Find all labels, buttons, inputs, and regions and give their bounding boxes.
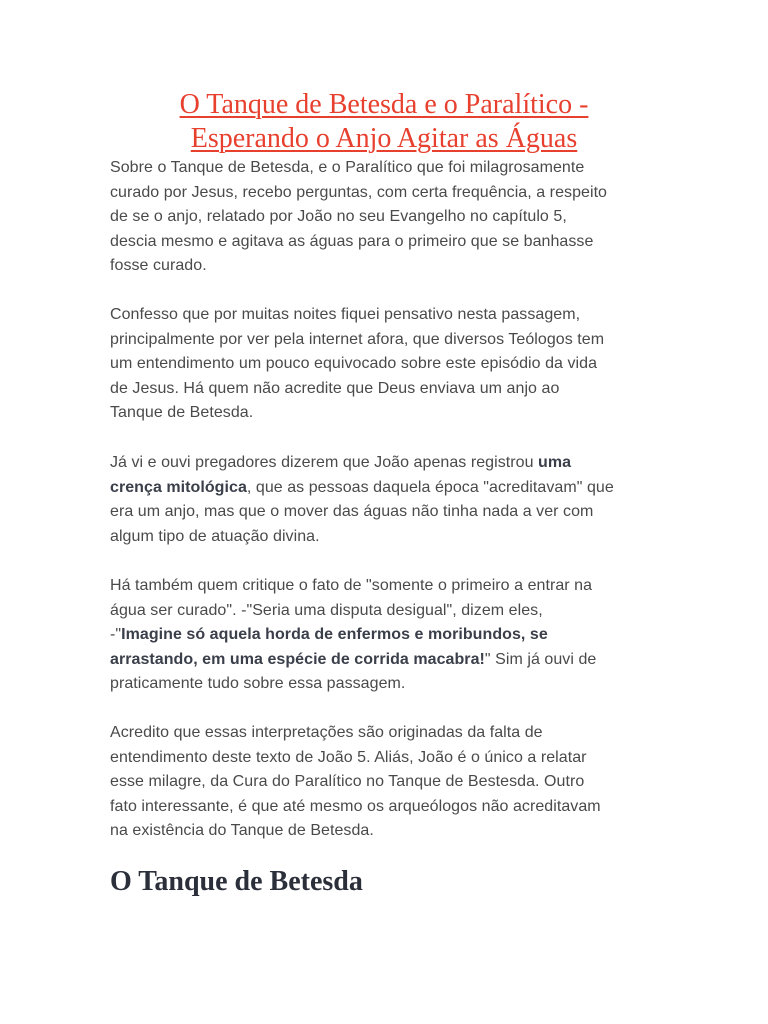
paragraph-line: Tanque de Betesda. xyxy=(110,404,254,422)
paragraph-line: Sobre o Tanque de Betesda, e o Paralítico que foi milagrosamente xyxy=(110,159,585,176)
paragraph-critics xyxy=(110,574,670,697)
bold-quote: arrastando, em uma espécie de corrida macabra! xyxy=(110,650,485,668)
paragraph-line: de se o anjo, relatado por João no seu Evangelho no capítulo 5, xyxy=(110,208,567,226)
paragraph-text: " Sim já ouvi de xyxy=(484,650,597,668)
paragraph-text: -" xyxy=(110,626,122,644)
bold-phrase: uma xyxy=(538,454,572,471)
paragraph-line: fosse curado. xyxy=(110,257,207,275)
paragraph-line: era um anjo, mas que o mover das águas não tinha nada a ver com xyxy=(110,503,594,521)
paragraph-line xyxy=(110,623,670,648)
paragraph-line: Acredito que essas interpretações são originadas da falta de xyxy=(110,724,543,741)
bold-phrase: crença mitológica xyxy=(110,478,247,496)
paragraph-line: de Jesus. Há quem não acredite que Deus enviava um anjo ao xyxy=(110,379,560,397)
paragraph-line: Confesso que por muitas noites fiquei pensativo nesta passagem, xyxy=(110,306,581,323)
paragraph-intro xyxy=(110,156,670,279)
paragraph-confession xyxy=(110,303,670,426)
paragraph-line: descia mesmo e agitava as águas para o primeiro que se banhasse xyxy=(110,232,594,250)
paragraph-line xyxy=(110,451,670,476)
article-title-line: Esperando o Anjo Agitar as Águas xyxy=(190,123,578,154)
article-title-line: O Tanque de Betesda e o Paralítico - xyxy=(179,89,589,120)
paragraph-interpretations xyxy=(110,721,670,844)
paragraph-line: entendimento deste texto de João 5. Aliás, João é o único a relatar xyxy=(110,748,587,766)
paragraph-preachers xyxy=(110,451,670,549)
paragraph-line: água ser curado". -"Seria uma disputa desigual", dizem eles, xyxy=(110,601,543,619)
paragraph-text: , que as pessoas daquela época "acreditavam" que xyxy=(246,478,614,496)
paragraph-line: curado por Jesus, recebo perguntas, com certa frequência, a respeito xyxy=(110,183,608,201)
paragraph-line: Há também quem critique o fato de "somente o primeiro a entrar na xyxy=(110,577,593,594)
paragraph-line: esse milagre, da Cura do Paralítico no Tanque de Bestesda. Outro xyxy=(110,773,585,791)
paragraph-line: fato interessante, é que até mesmo os arqueólogos não acreditavam xyxy=(110,797,601,815)
paragraph-text: Já vi e ouvi pregadores dizerem que João apenas registrou xyxy=(110,454,539,471)
article-title xyxy=(108,88,660,156)
paragraph-line: um entendimento um pouco equivocado sobre este episódio da vida xyxy=(110,355,598,373)
paragraph-line: algum tipo de atuação divina. xyxy=(110,527,320,545)
paragraph-line xyxy=(110,648,670,673)
paragraph-line: na existência do Tanque de Betesda. xyxy=(110,822,374,840)
paragraph-line xyxy=(110,476,670,501)
bold-quote: Imagine só aquela horda de enfermos e moribundos, se xyxy=(121,626,548,644)
paragraph-line: praticamente tudo sobre essa passagem. xyxy=(110,675,406,693)
paragraph-line: principalmente por ver pela internet afora, que diversos Teólogos tem xyxy=(110,330,605,348)
section-heading: O Tanque de Betesda xyxy=(110,866,363,897)
